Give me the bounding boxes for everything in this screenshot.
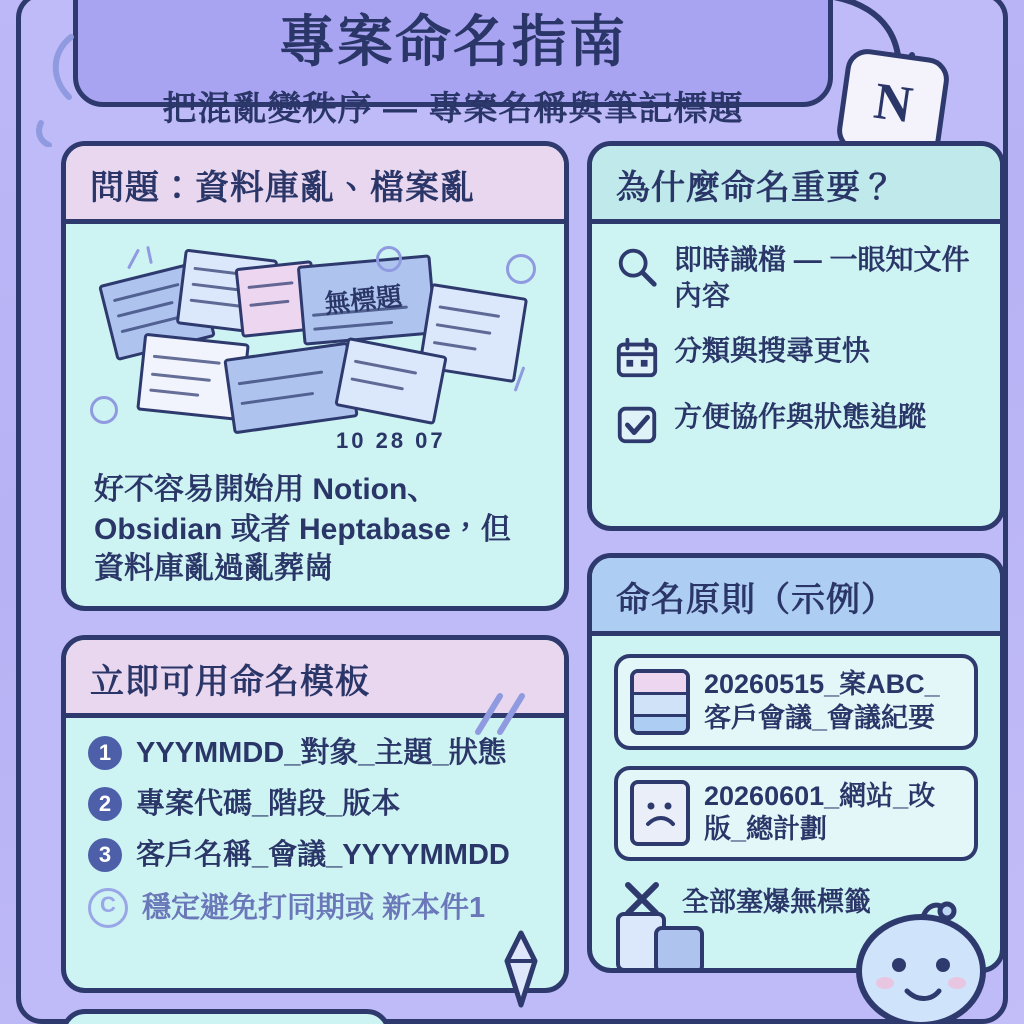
why-item-label: 即時識檔 — 一眼知文件內容 [674, 244, 970, 312]
template-text: 專案代碼_階段_版本 [136, 787, 401, 820]
checkbox-icon [614, 401, 660, 447]
problem-card-title: 問題：資料庫亂、檔案亂 [66, 146, 564, 219]
templates-card-title: 立即可用命名模板 [66, 640, 564, 713]
template-number: 1 [88, 736, 122, 770]
template-text: YYYMMDD_對象_主題_狀態 [136, 737, 507, 769]
decor-circle [506, 254, 536, 284]
decor-circle [376, 246, 402, 272]
rule-good-example [614, 766, 978, 862]
why-item [614, 333, 978, 381]
calendar-icon [614, 335, 660, 381]
document-thumb-icon [630, 669, 690, 735]
why-card-body [592, 219, 1000, 531]
template-number: C [88, 888, 128, 928]
stacked-files-doodle [610, 884, 730, 973]
template-item [88, 838, 542, 873]
decor-strokes-left [35, 27, 95, 147]
template-text: 客戶名稱_會議_YYYYMMDD [136, 838, 510, 871]
poster-frame [16, 0, 1008, 1024]
template-text: 穩定避免打同期或 新本件1 [142, 891, 486, 924]
page-title: 專案命名指南 [279, 10, 627, 73]
mascot-character [803, 895, 993, 1024]
decor-spark [127, 249, 140, 270]
header-subtitle-wrap [73, 33, 833, 128]
why-item [614, 242, 978, 315]
problem-card-body [66, 219, 564, 611]
decor-slashes [466, 686, 536, 746]
pen-icon [491, 927, 551, 1017]
notion-badge-letter: N [870, 72, 916, 135]
template-item-muted [88, 888, 542, 928]
sad-file-icon [630, 780, 690, 846]
why-card-title: 為什麼命名重要？ [592, 146, 1000, 219]
why-card [587, 141, 1005, 531]
page-subtitle: 把混亂變秩序 — 專案名稱與筆記標題 [162, 90, 744, 128]
rules-card-title: 命名原則（示例） [592, 558, 1000, 631]
random-digits: 10 28 07 [336, 428, 446, 453]
rule-good-example [614, 654, 978, 750]
problem-card [61, 141, 569, 611]
why-item [614, 399, 978, 447]
templates-card-body [66, 713, 564, 993]
decor-spark [146, 246, 153, 264]
messy-papers-illustration [88, 246, 542, 464]
why-item-label: 分類與搜尋更快 [674, 334, 871, 366]
template-item [88, 787, 542, 822]
bottom-peek-card [61, 1009, 391, 1024]
rule-bad-note-text: 全部塞爆無標籤 [682, 886, 871, 917]
why-item-label: 方便協作與狀態追蹤 [674, 400, 927, 432]
problem-card-text: 好不容易開始用 Notion、Obsidian 或者 Heptabase，但資料庫亂過亂葬崗 [94, 473, 511, 586]
template-number: 3 [88, 838, 122, 872]
template-number: 2 [88, 787, 122, 821]
decor-circle [90, 396, 118, 424]
rule-good-example-text: 20260601_網站_改版_總計劃 [704, 780, 936, 845]
rule-good-example-text: 20260515_案ABC_客戶會議_會議紀要 [704, 669, 940, 733]
untitled-label: 無標題 [322, 280, 404, 319]
search-icon [614, 244, 660, 290]
